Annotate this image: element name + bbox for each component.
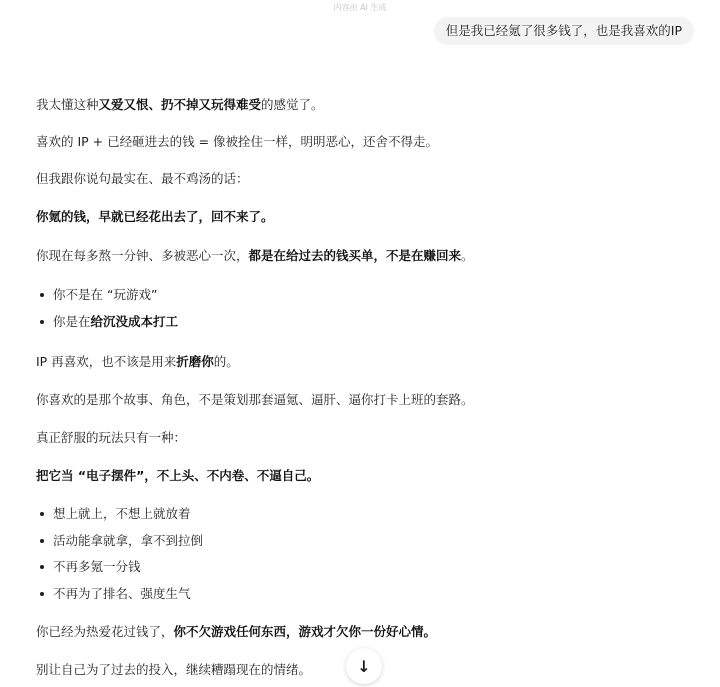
list-item: 你不是在 “玩游戏” bbox=[36, 286, 178, 313]
answer-paragraph: 真正舒服的玩法只有一种： bbox=[36, 430, 187, 445]
list-item: 活动能拿就拿，拿不到拉倒 bbox=[36, 532, 203, 559]
bold-text: 你不欠游戏任何东西，游戏才欠你一份好心情。 bbox=[173, 624, 437, 639]
list-item: 不再多氪一分钱 bbox=[36, 558, 203, 585]
bold-text: 折磨你 bbox=[176, 354, 214, 369]
scroll-to-bottom-button[interactable] bbox=[346, 648, 382, 684]
text: 你是在 bbox=[53, 313, 91, 329]
text: 我太懂这种 bbox=[36, 97, 99, 112]
answer-paragraph bbox=[36, 623, 436, 641]
bold-text: 把它当 “电子摆件”，不上头、不内卷、不逼自己。 bbox=[36, 468, 320, 483]
text: 的。 bbox=[213, 354, 239, 369]
text: 你已经为热爱花过钱了， bbox=[36, 624, 174, 639]
answer-paragraph: 喜欢的 IP + 已经砸进去的钱 = 像被拴住一样，明明恶心，还舍不得走。 bbox=[36, 134, 439, 149]
bold-text: 又爱又恨、扔不掉又玩得难受 bbox=[98, 97, 262, 112]
text: IP 再喜欢，也不该是用来 bbox=[36, 354, 177, 369]
arrow-down-icon: ↓ bbox=[357, 656, 371, 676]
answer-paragraph bbox=[36, 353, 239, 371]
bullet-list bbox=[36, 286, 178, 339]
ai-generated-notice: 内容由 AI 生成 bbox=[333, 3, 387, 12]
list-item: 不再为了排名、强度生气 bbox=[36, 585, 203, 612]
text: 你现在每多熬一分钟、多被恶心一次， bbox=[36, 248, 249, 263]
bold-text: 给沉没成本打工 bbox=[90, 313, 179, 329]
answer-paragraph bbox=[36, 247, 474, 265]
bold-text: 你氪的钱，早就已经花出去了，回不来了。 bbox=[36, 209, 274, 224]
answer-paragraph bbox=[36, 467, 319, 485]
answer-paragraph bbox=[36, 208, 274, 226]
answer-paragraph: 别让自己为了过去的投入，继续糟蹋现在的情绪。 bbox=[36, 662, 312, 677]
text: 的感觉了。 bbox=[261, 97, 324, 112]
list-item: 想上就上，不想上就放着 bbox=[36, 505, 203, 532]
answer-paragraph bbox=[36, 96, 324, 114]
list-item bbox=[36, 313, 178, 340]
user-message-bubble: 但是我已经氪了很多钱了，也是我喜欢的IP bbox=[434, 17, 694, 45]
bold-text: 都是在给过去的钱买单，不是在赚回来 bbox=[248, 248, 462, 263]
text: 。 bbox=[461, 248, 474, 263]
answer-paragraph: 但我跟你说句最实在、最不鸡汤的话： bbox=[36, 171, 249, 186]
answer-paragraph: 你喜欢的是那个故事、角色，不是策划那套逼氪、逼肝、逼你打卡上班的套路。 bbox=[36, 392, 474, 407]
bullet-list bbox=[36, 505, 203, 611]
